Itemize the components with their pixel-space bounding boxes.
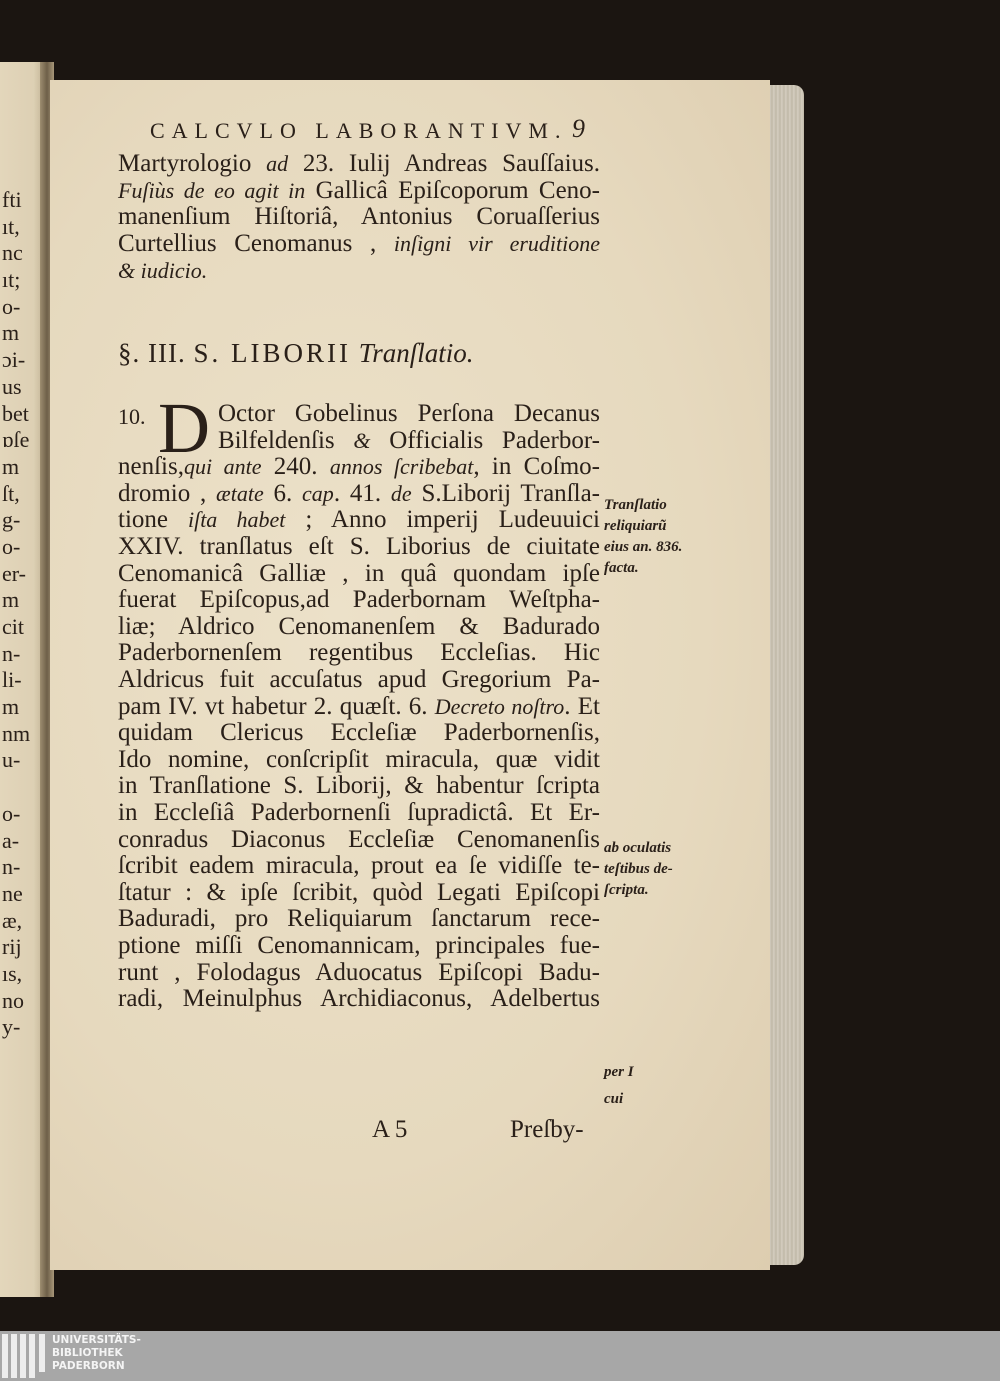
left-fragment: y- [2, 1014, 21, 1040]
marginal-note [604, 495, 682, 579]
text-run: 6. [263, 479, 303, 507]
text-line [118, 639, 600, 666]
left-fragment: o- [2, 533, 21, 559]
left-fragment: æ, [2, 907, 23, 933]
text-run: Bilfeldenſis [218, 426, 354, 454]
text-run: XXIV. tranſlatus eſt S. Liborius de ciuitate [118, 533, 600, 560]
left-fragment: ıs, [2, 960, 23, 986]
left-fragment [2, 774, 30, 801]
left-fragment: o- [2, 800, 21, 826]
left-fragment: ıt; [2, 267, 21, 293]
running-head: CALCVLO LABORANTIVM. [150, 118, 568, 143]
left-fragment: ſt, [2, 480, 20, 506]
page-number: 9 [572, 114, 585, 143]
text-run: manenſium Hiſtoriâ, Antonius Coruaſſerius [118, 203, 600, 231]
italic-text: annos ſcribebat [329, 454, 474, 480]
section-title: Tranſlatio. [358, 338, 474, 368]
text-line [218, 400, 600, 427]
text-run: ſcribit eadem miracula, prout ea ſe vidiſſe te- [118, 852, 600, 880]
text-run: nenſis, [118, 453, 184, 481]
italic-text: de [390, 480, 412, 506]
note-line: ſcripta. [604, 882, 649, 898]
text-run: runt , Folodagus Aduocatus Epiſcopi Badu- [118, 958, 600, 986]
left-fragment: o- [2, 293, 21, 319]
left-fragment: g- [2, 507, 21, 533]
left-fragment: ıt, [2, 213, 20, 239]
text-run: radi, Meinulphus Archidiaconus, Adelbertus [118, 985, 600, 1013]
section-name: S. LIBORII [193, 338, 351, 368]
text-line [118, 480, 600, 507]
section-heading [118, 338, 474, 369]
left-fragment: m [2, 694, 20, 720]
paragraph-number: 10. [118, 404, 146, 429]
text-line [118, 586, 600, 613]
left-fragment: nm [2, 720, 31, 746]
left-fragment: bet [2, 400, 29, 426]
text-run: in Eccleſiâ Paderbornenſi ſupradictâ. Et Er- [118, 799, 600, 826]
left-fragment: ne [2, 880, 23, 906]
left-fragment: ɔi- [2, 347, 26, 373]
text-run: ; Anno imperij Ludeuuici [285, 506, 600, 534]
text-run: pam IV. vt habetur 2. quæſt. 6. [118, 692, 435, 720]
text-line [118, 533, 600, 560]
italic-text: Decreto noſtro [434, 693, 565, 719]
text-line [118, 959, 600, 986]
signature-mark: A 5 [372, 1116, 408, 1143]
left-fragment: a- [2, 827, 20, 853]
text-run: conradus Diaconus Eccleſiæ Cenomanenſis [118, 825, 600, 853]
text-run: . Et [564, 692, 600, 720]
text-line [118, 719, 600, 746]
text-run: , in Coſmo- [473, 453, 600, 481]
text-run: ptione miſſi Cenomannicam, principales fue- [118, 932, 600, 959]
left-fragment: no [2, 987, 24, 1013]
text-line [118, 613, 600, 640]
catchword: Preſby- [510, 1116, 584, 1143]
text-run: fuerat Epiſcopus,ad Paderbornam Weſtpha- [118, 586, 600, 614]
marginal-note [604, 1059, 634, 1113]
italic-text: Fuſiùs de eo agit in [118, 177, 306, 203]
note-line: cui [604, 1091, 624, 1107]
italic-text: & iudicio. [118, 257, 208, 283]
text-line [118, 772, 600, 799]
note-line: ab oculatis [604, 840, 672, 856]
text-line [118, 852, 600, 879]
left-fragment: nc [2, 240, 23, 266]
text-run: Paderbornenſem regentibus Eccleſias. Hic [118, 639, 600, 667]
text-run: tione [118, 506, 188, 534]
left-fragment: us [2, 373, 22, 399]
text-run: . 41. [333, 479, 391, 507]
text-run: S.Liborij Tranſla- [411, 479, 600, 507]
text-run: liæ; Aldrico Cenomanenſem & Badurado [118, 612, 600, 640]
italic-text: iſta habet [187, 507, 286, 533]
italic-text: & [353, 427, 371, 453]
left-fragment: er- [2, 560, 26, 586]
marginal-note [604, 838, 673, 901]
italic-text: inſigni vir eruditione [393, 231, 600, 257]
logo-line: PADERBORN [52, 1360, 125, 1372]
text-run: 23. Iulij Andreas Sauſſaius. [288, 150, 600, 177]
text-line [118, 506, 600, 533]
text-line [118, 746, 600, 773]
left-fragment: ɒſe [2, 427, 30, 453]
text-line [118, 879, 600, 906]
text-run: 240. [261, 453, 330, 481]
italic-text: cap [302, 480, 334, 506]
text-line [118, 177, 600, 204]
library-logo-text [52, 1334, 141, 1373]
library-footer [0, 1331, 1000, 1381]
text-run: Octor Gobelinus Perſona Decanus [218, 400, 600, 427]
text-run: Baduradi, pro Reliquiarum ſanctarum rece- [118, 905, 600, 933]
left-fragment: u- [2, 747, 21, 773]
drop-cap: D [158, 388, 210, 468]
text-run: Aldricus fuit accuſatus apud Gregorium Pa- [118, 666, 600, 693]
left-fragment: fti [2, 187, 22, 212]
left-fragment: m [2, 320, 20, 346]
text-run: Gallicâ Epiſcoporum Ceno- [305, 176, 601, 204]
italic-text: qui ante [183, 454, 262, 480]
note-line: reliquiarũ [604, 518, 667, 534]
text-line [118, 560, 600, 587]
section-number: §. III. [118, 338, 186, 368]
text-line [118, 230, 600, 257]
text-line [118, 932, 600, 959]
text-line [118, 257, 600, 284]
text-run: ſtatur : & ipſe ſcribit, quòd Legati Epiſcopi [118, 878, 600, 906]
text-line [118, 985, 600, 1012]
left-fragment: li- [2, 667, 22, 693]
left-fragment: n- [2, 640, 21, 666]
logo-line: BIBLIOTHEK [52, 1347, 123, 1359]
text-run: Officialis Paderbor- [370, 426, 601, 454]
italic-text: ætate [216, 480, 264, 506]
text-line [118, 203, 600, 230]
left-page-text-fragments [2, 187, 30, 1041]
left-fragment: n- [2, 854, 21, 880]
note-line: eius an. 836. [604, 539, 683, 555]
text-line [118, 826, 600, 853]
text-run: quidam Clericus Eccleſiæ Paderbornenſis, [118, 719, 600, 747]
text-line [118, 693, 600, 720]
left-fragment: cit [2, 614, 24, 639]
text-run: Curtellius Cenomanus , [118, 230, 394, 258]
text-line [118, 150, 600, 177]
text-line [218, 427, 600, 454]
text-line [118, 453, 600, 480]
text-run: Martyrologio [118, 150, 267, 177]
text-line [118, 666, 600, 693]
logo-line: UNIVERSITÄTS- [52, 1334, 141, 1346]
text-line [118, 905, 600, 932]
italic-text: ad [266, 151, 289, 176]
text-run: Cenomanicâ Galliæ , in quâ quondam ipſe [118, 559, 600, 587]
note-line: facta. [604, 560, 639, 576]
note-line: per I [604, 1064, 634, 1080]
text-run: Ido nomine, conſcripſit miracula, quæ vidit [118, 745, 600, 773]
note-line: Tranſlatio [604, 497, 667, 513]
left-fragment: m [2, 453, 20, 479]
text-line [118, 799, 600, 826]
text-run: dromio , [118, 479, 217, 507]
text-run: in Tranſlatione S. Liborij, & habentur ſcripta [118, 772, 600, 800]
note-line: teſtibus de- [604, 861, 673, 877]
left-fragment: m [2, 587, 20, 613]
left-fragment: rij [2, 934, 22, 960]
